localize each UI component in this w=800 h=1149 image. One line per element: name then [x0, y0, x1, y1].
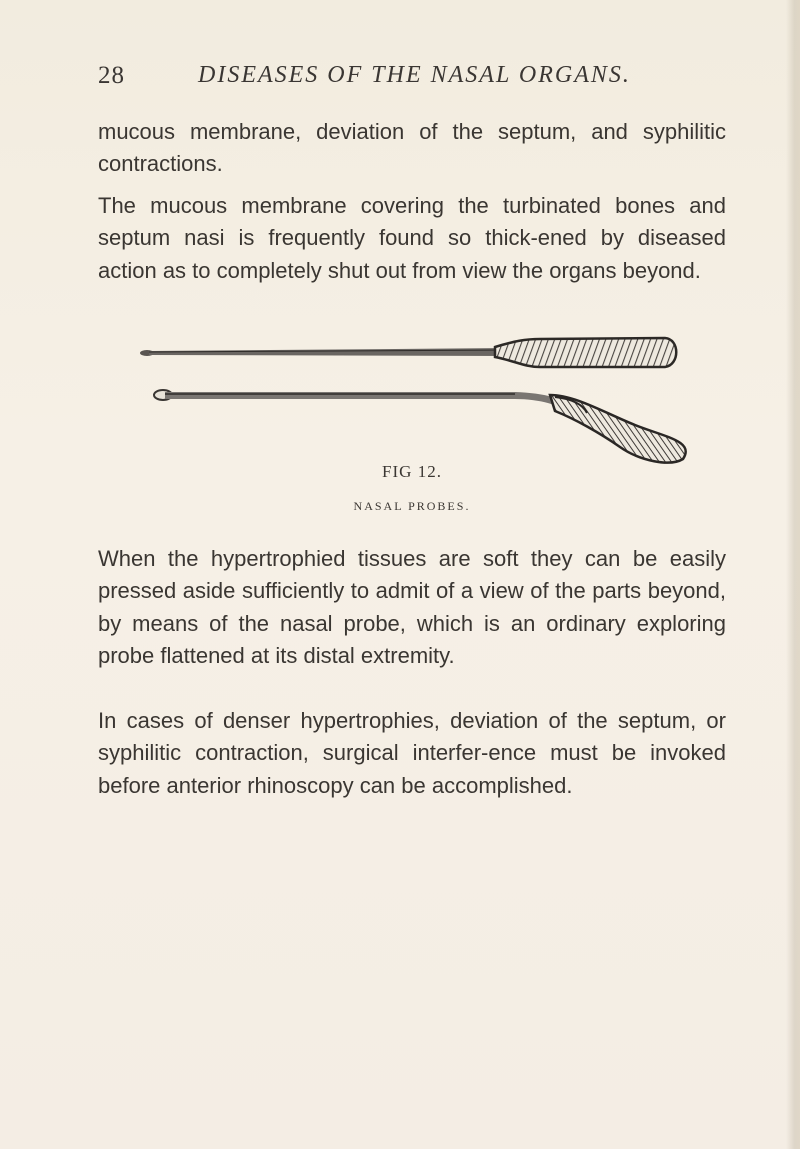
- paragraph-4: In cases of denser hypertrophies, deviation of the septum, or syphilitic contraction, surgical interfer-ence must be invoked before anterior rhinoscopy can be accomplished.: [98, 708, 726, 798]
- curved-probe: [154, 390, 686, 463]
- figure-title: NASAL PROBES.: [353, 499, 471, 513]
- paragraph-3: When the hypertrophied tissues are soft they can be easily pressed aside sufficiently to admit of a view of the parts beyond, by means of the nasal probe, which is an ordinary exploring probe flattened at its distal extremity.: [98, 546, 726, 669]
- running-head: [98, 62, 698, 92]
- nasal-probes-illustration: [135, 333, 695, 473]
- running-title: DISEASES OF THE NASAL ORGANS.: [198, 62, 631, 88]
- figure-label: FIG 12.: [382, 462, 442, 481]
- paragraph-2: The mucous membrane covering the turbinated bones and septum nasi is frequently found so thick-ened by diseased action as to completely shut out from view the organs beyond.: [98, 193, 726, 283]
- paragraph-1: mucous membrane, deviation of the septum, and syphilitic contractions.: [98, 119, 726, 177]
- page-number: 28: [98, 62, 125, 89]
- figure-nasal-probes: [135, 333, 695, 473]
- straight-probe: [140, 338, 676, 367]
- page-edge-shadow: [786, 0, 800, 1149]
